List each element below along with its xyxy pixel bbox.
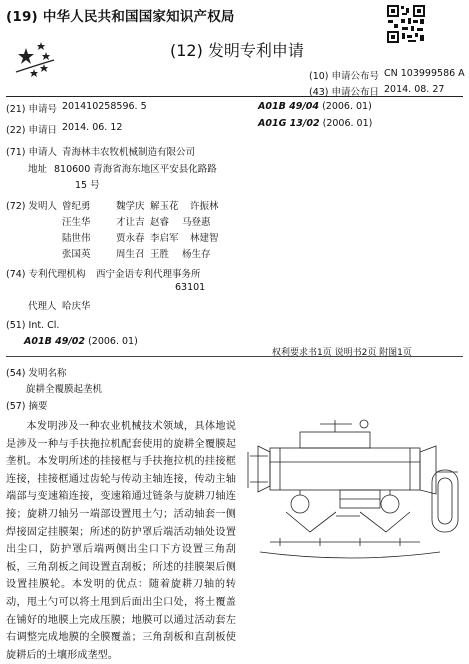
document-type-title: (12) 发明专利申请 [170,41,304,60]
inventor: 李启军 [150,233,179,244]
inventor: 贾永春 [116,233,145,244]
intcl-year: (2006. 01) [88,336,138,347]
abstract-body [6,418,236,664]
agency-code: 63101 [175,282,206,293]
address-line-1: 810600 青海省海东地区平安县化路路 [54,164,217,175]
applicant: 青海林丰农牧机械制造有限公司 [62,147,196,158]
pub-number: CN 103999586 A [384,68,465,79]
applicant-label: (71) 申请人 [6,147,58,158]
inventor: 林建智 [190,233,219,244]
inventors-label: (72) 发明人 [6,201,58,212]
filing-date: 2014. 06. 12 [62,122,123,133]
app-number-label: (21) 申请号 [6,104,58,115]
ipc-year: (2006. 01) [322,101,372,112]
claims-summary: 权利要求书1页 说明书2页 附图1页 [272,348,412,358]
ipc-code: A01B 49/04 [258,101,320,112]
ipc-year: (2006. 01) [322,118,373,129]
inventor: 许振林 [190,201,219,212]
inventor: 王胜 [150,249,170,260]
agent-label: 代理人 [28,301,57,312]
abstract-label: (57) 摘要 [6,401,48,412]
address-label: 地址 [28,164,48,175]
inventor: 汪生华 [62,217,91,228]
intcl-label: (51) Int. Cl. [6,320,60,331]
ipc-entry [258,118,372,129]
address-line-2: 15 号 [75,180,100,191]
agency-name: 西宁金语专利代理事务所 [96,269,201,280]
office-name: (19) 中华人民共和国国家知识产权局 [6,9,235,25]
ipc-entry [258,101,372,112]
app-number: 201410258596. 5 [62,101,147,112]
inventor: 解玉花 [150,201,179,212]
intcl-entry [24,336,138,347]
inventor: 才让吉 [116,217,145,228]
inventor: 赵睿 [150,217,170,228]
abstract-text: 本发明涉及一种农业机械技术领域，具体地说是涉及一种与手扶拖拉机配套使用的旋耕全覆膜起垄机。本发明所述的挂接框与手扶拖拉机的挂接框连接，挂接框通过齿轮与传动主轴连接，传动主轴端部与变速箱连接，变速箱通过链条与旋耕刀轴连接；旋耕刀轴另一端部设置甩土勺；活动轴套一侧焊接固定挂膜架；所述的防护罩后端活动轴处设置出尘口，防护罩后端两侧出尘口下方设置三角刮板，三角刮板之间设置直刮板；所述的挂膜架后侧设置挂膜轮。本发明的优点：随着旋耕刀轴的转动，甩土勺可以将土甩到后面出尘口处，将土覆盖在铺好的地膜上完成压膜；地膜可以通过活动套左右调整完成地膜的全膜覆盖；三角刮板和直刮板使旋耕后的土壤形成垄型。 [6,421,236,661]
intcl-code: A01B 49/02 [24,336,86,347]
agency-label: (74) 专利代理机构 [6,269,86,280]
inventor: 魏学庆 [116,201,145,212]
inventor: 陆世伟 [62,233,91,244]
barcode-icon [386,4,426,44]
inventor: 曾纪勇 [62,201,91,212]
machine-drawing [240,412,465,572]
pub-date: 2014. 08. 27 [384,84,445,95]
inventor: 张国英 [62,249,91,260]
inventor: 杨生存 [182,249,211,260]
pub-number-label: (10) 申请公布号 [309,71,380,82]
inventor: 马登惠 [182,217,211,228]
agent-name: 哈庆华 [62,301,91,312]
sipo-emblem-icon [14,36,86,78]
title-label: (54) 发明名称 [6,368,67,379]
invention-title: 旋耕全覆膜起垄机 [26,384,103,395]
inventor: 周生召 [116,249,145,260]
ipc-code: A01G 13/02 [258,118,320,129]
filing-date-label: (22) 申请日 [6,125,58,136]
pub-date-label: (43) 申请公布日 [309,87,380,98]
header-divider [6,96,463,97]
